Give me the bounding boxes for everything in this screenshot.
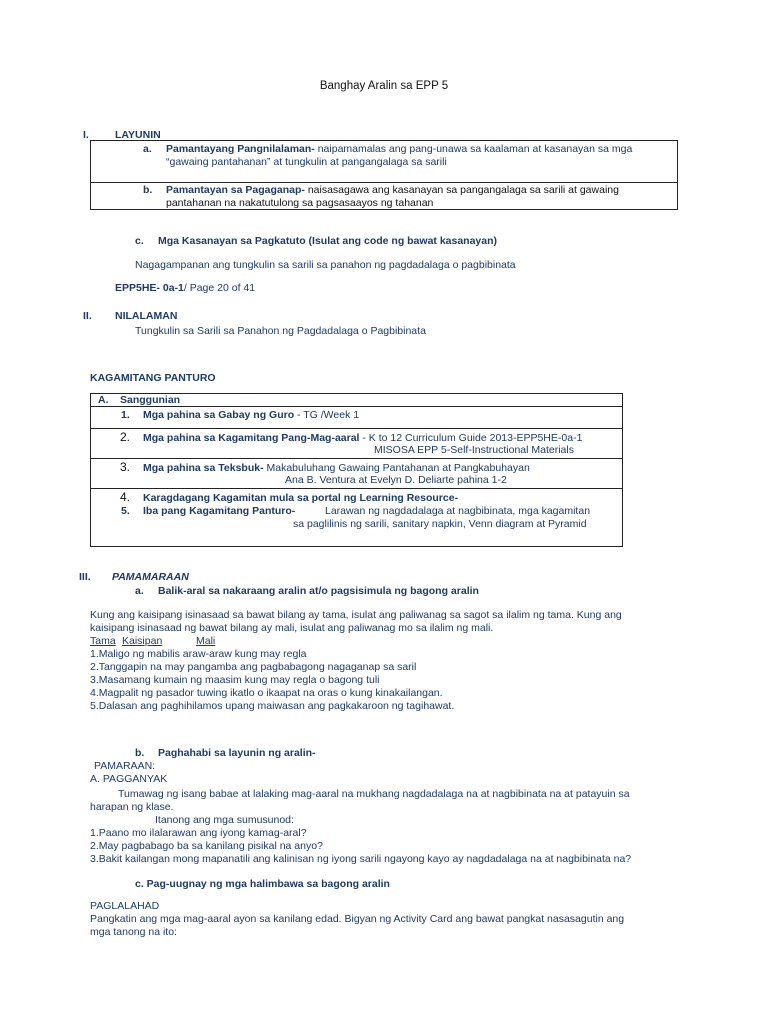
section-heading-pamamaraan: PAMAMARAAN [112,571,189,583]
kagamitan-divider-4 [90,488,623,489]
resource-3-label: Mga pahina sa Teksbuk- [143,462,264,474]
resource-2-number: 2. [120,430,131,444]
layunin-a-text1: naipamamalas ang pang-unawa sa kaalaman at kasanayan sa mga [317,143,633,155]
pamaraan-label: PAMARAAN: [94,760,156,772]
resource-4-label: Karagdagang Kagamitan mula sa portal ng Learning Resource- [143,492,459,504]
section-number-layunin: I. [83,129,89,141]
layunin-b-text1: naisasagawa ang kasanayan sa pangangalaga sa sarili at gawaing [307,184,619,196]
paglalahad-label: PAGLALAHAD [90,900,160,912]
column-tama: Tama [90,635,116,647]
resource-1-number: 1. [121,409,130,421]
statement-4: 4.Magpalit ng pasador tuwing ikatlo o ikaapat na oras o kung kinakailangan. [90,687,443,699]
kagamitan-heading: KAGAMITANG PANTURO [90,372,216,384]
resource-2-text2: MISOSA EPP 5-Self-Instructional Materials [374,444,574,456]
resource-3-number: 3. [120,460,131,474]
section-heading-layunin: LAYUNIN [115,129,161,141]
resource-5-number: 5. [121,505,130,517]
question-2: 2.May pagbabago ba sa kanilang pisikal na anyo? [90,840,323,852]
layunin-c-label: Mga Kasanayan sa Pagkatuto (Isulat ang code ng bawat kasanayan) [158,235,498,247]
statement-1: 1.Maligo ng mabilis araw-araw kung may regla [90,648,307,660]
section-number-nilalaman: II. [83,310,92,322]
resource-1-text: - TG /Week 1 [294,409,360,421]
resource-2-text: - K to 12 Curriculum Guide 2013-EPP5HE-0a-1 [359,432,583,444]
layunin-b-line1 [166,184,619,197]
statement-2: 2.Tanggapin na may pangamba ang pagbabagong nagaganap sa saril [90,661,417,673]
paglalahad-line-2: mga tanong na ito: [90,926,177,938]
competency-page: / Page 20 of 41 [183,282,256,294]
pamamaraan-a-label: Balik-aral sa nakaraang aralin at/o pagsisimula ng bagong aralin [158,585,479,597]
pagganyak-line-2: harapan ng klase. [90,801,174,813]
resource-5-text: Larawan ng nagdadalaga at nagbibinata, mga kagamitan [325,505,591,517]
question-3: 3.Bakit kailangan mong mapanatili ang kalinisan ng iyong sarili ngayong kayo ay nagdadalaga na at nagbibinata na? [90,853,632,865]
sanggunian-letter: A. [98,394,109,406]
resource-5-label: Iba pang Kagamitang Panturo- [143,505,296,517]
pamamaraan-b-letter: b. [135,747,145,759]
resource-5-text2: sa paglilinis ng sarili, sanitary napkin, Venn diagram at Pyramid [293,518,587,530]
document-title: Banghay Aralin sa EPP 5 [319,80,449,92]
resource-1-line [143,409,359,422]
section-heading-nilalaman: NILALAMAN [115,310,178,322]
layunin-a-text2: “gawaing pantahanan” at tungkulin at pangangalaga sa sarili [166,156,447,168]
layunin-c-text: Nagagampanan ang tungkulin sa sarili sa panahon ng pagdadalaga o pagbibinata [135,259,516,271]
sanggunian-label: Sanggunian [120,394,181,406]
pamamaraan-a-letter: a. [135,585,144,597]
layunin-a-label: Pamantayang Pangnilalaman- [166,143,315,155]
section-number-pamamaraan: III. [79,571,91,583]
pamamaraan-b-label: Paghahabi sa layunin ng aralin- [158,747,316,759]
layunin-b-label: Pamantayan sa Pagaganap- [166,184,305,196]
instruction-line-1: Kung ang kaisipang isinasaad sa bawat bilang ay tama, isulat ang paliwanag sa sagot sa ilalim ng tama. Kung ang [90,609,622,621]
question-1: 1.Paano mo ilalarawan ang iyong kamag-aral? [90,827,307,839]
resource-2-label: Mga pahina sa Kagamitang Pang-Mag-aaral [143,432,360,444]
layunin-a-line1 [166,143,632,156]
layunin-b-letter: b. [143,184,153,196]
resource-4-number: 4. [120,490,131,504]
pamamaraan-c-label: c. Pag-uugnay ng mga halimbawa sa bagong aralin [135,878,390,890]
itanong-label: Itanong ang mga sumusunod: [155,814,294,826]
statement-3: 3.Masamang kumain ng maasim kung may regla o bagong tuli [90,674,380,686]
resource-3-text2: Ana B. Ventura at Evelyn D. Deliarte pahina 1-2 [285,474,507,486]
layunin-c-code-line [115,282,255,295]
competency-code: EPP5HE- 0a-1 [115,282,184,294]
resource-3-text: Makabuluhang Gawaing Pantahanan at Pangkabuhayan [263,462,530,474]
column-mali: Mali [196,635,216,647]
kagamitan-divider-3 [90,458,623,459]
layunin-c-letter: c. [135,235,144,247]
layunin-table-divider [90,182,678,183]
layunin-b-text2: pantahanan na nakatutulong sa pagsasaayos ng tahanan [166,197,434,209]
statement-5: 5.Dalasan ang paghihilamos upang maiwasan ang pagkakaroon ng tagihawat. [90,700,455,712]
layunin-a-letter: a. [143,143,152,155]
pagganyak-label: A. PAGGANYAK [90,773,168,785]
instruction-line-2: kaisipang isinasaad ng bawat bilang ay mali, isulat ang paliwanag mo sa ilalim ng mali. [90,622,494,634]
column-kaisipan: Kaisipan [122,635,163,647]
kagamitan-divider-2 [90,428,623,429]
paglalahad-line-1: Pangkatin ang mga mag-aaral ayon sa kanilang edad. Bigyan ng Activity Card ang bawat pangkat nasasagutin ang [90,913,625,925]
nilalaman-text: Tungkulin sa Sarili sa Panahon ng Pagdadalaga o Pagbibinata [135,325,426,337]
resource-1-label: Mga pahina sa Gabay ng Guro [143,409,295,421]
pagganyak-line-1: Tumawag ng isang babae at lalaking mag-aaral na mukhang nagdadalaga na at nagbibinata na at patayuin sa [118,788,630,800]
